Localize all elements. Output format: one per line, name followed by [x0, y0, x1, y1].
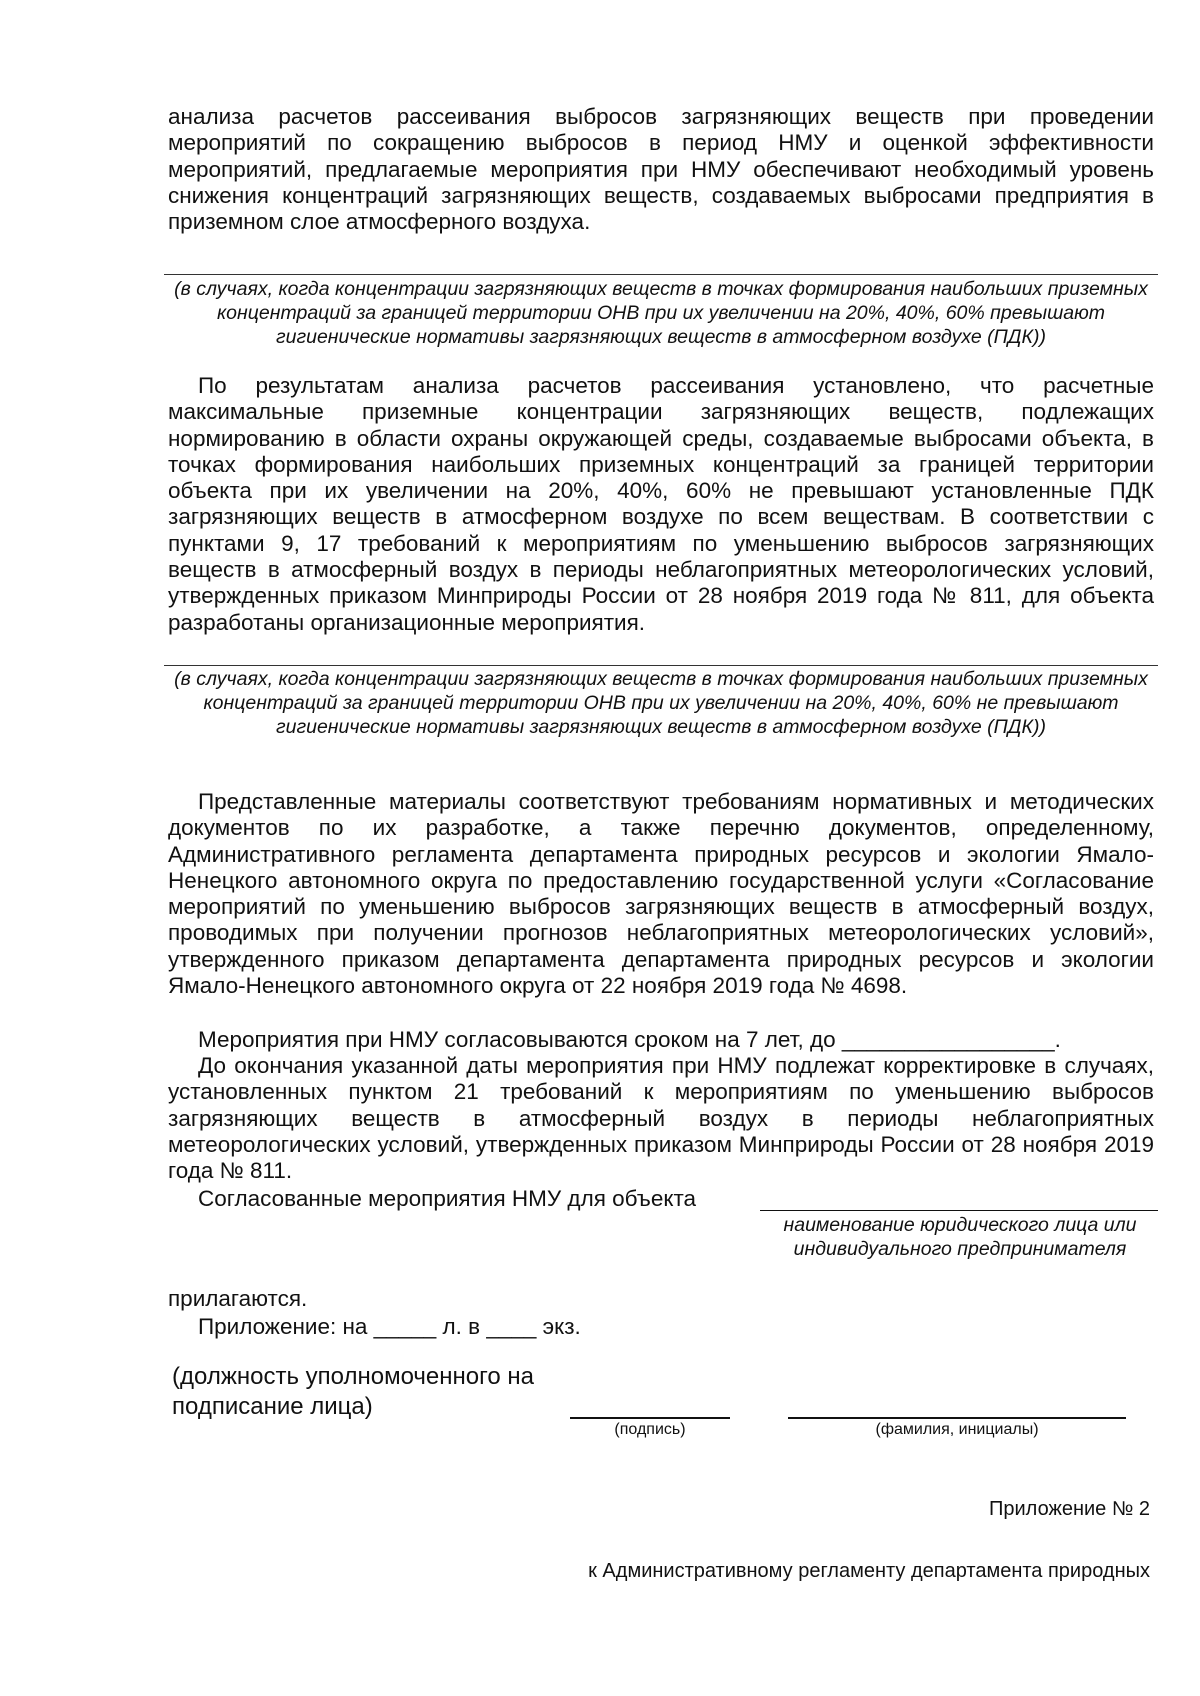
paragraph-text: Согласованные мероприятия НМУ для объекта: [198, 1186, 697, 1211]
paragraph-agreed-measures: [168, 1186, 1154, 1212]
name-line: [788, 1417, 1126, 1419]
paragraph-text: Представленные материалы соответствуют требованиям нормативных и методических документов по их разработке, а также перечню документов, определенному, Административного регламента департамента природных ресурсов и экологии Ямало-Ненецкого автономного округа по предоставлению государственной услуги «Согласование мероприятий по уменьшению выбросов загрязняющих веществ в атмосферный воздух, проводимых при получении прогнозов неблагоприятных метеорологических условий», утвержденного приказом департамента департамента природных ресурсов и экологии Ямало-Ненецкого автономного округа от 22 ноября 2019 года № 4698.: [168, 789, 1154, 999]
signature-caption: (подпись): [614, 1421, 686, 1438]
paragraph-text: анализа расчетов рассеивания выбросов загрязняющих веществ при проведении мероприятий по сокращению выбросов в период НМУ и оценкой эффективности мероприятий, предлагаемые мероприятия при НМУ обеспечивают необходимый уровень снижения концентраций загрязняющих веществ, создаваемых выбросами предприятия в приземном слое атмосферного воздуха.: [168, 104, 1154, 235]
appendix-reference: к Административному регламенту департамента природных: [588, 1560, 1150, 1582]
appendix-number: Приложение № 2: [989, 1498, 1150, 1520]
paragraph-term: [168, 1027, 1154, 1053]
paragraph-text: прилагаются.: [168, 1286, 308, 1311]
attachment-text: Приложение: на _____ л. в ____ экз.: [198, 1314, 581, 1339]
note-text: (в случаях, когда концентрации загрязняющих веществ в точках формирования наибольших приземных концентраций за границей территории ОНВ при их увеличении на 20%, 40%, 60% не превышают гигиенические нормативы загрязняющих веществ в атмосферном воздухе (ПДК)): [174, 668, 1148, 738]
name-caption: (фамилия, инициалы): [875, 1421, 1039, 1438]
separator-line: [164, 274, 1158, 275]
paragraph-dispersion-results: [168, 373, 1154, 636]
position-label: (должность уполномоченного на подписание лица): [172, 1363, 534, 1420]
attachment-line: [168, 1314, 1154, 1340]
paragraph-conclusion-intro: [168, 104, 1154, 235]
signature-line: [570, 1417, 730, 1419]
note-exceeds: [168, 277, 1154, 349]
entity-name-line: [760, 1210, 1158, 1211]
entity-caption: наименование юридического лица или индивидуального предпринимателя: [783, 1214, 1137, 1260]
paragraph-attached: [168, 1286, 1154, 1312]
paragraph-text: До окончания указанной даты мероприятия при НМУ подлежат корректировке в случаях, установленных пунктом 21 требований к мероприятиям по уменьшению выбросов загрязняющих веществ в атмосферный воздух в периоды неблагоприятных метеорологических условий, утвержденных приказом Минприроды России от 28 ноября 2019 года № 811.: [168, 1053, 1154, 1184]
note-text: (в случаях, когда концентрации загрязняющих веществ в точках формирования наибольших приземных концентраций за границей территории ОНВ при их увеличении на 20%, 40%, 60% превышают гигиенические нормативы загрязняющих веществ в атмосферном воздухе (ПДК)): [174, 278, 1148, 348]
note-not-exceeds: [168, 667, 1154, 739]
paragraph-text: Мероприятия при НМУ согласовываются сроком на 7 лет, до _________________.: [198, 1027, 1061, 1052]
paragraph-correction: [168, 1053, 1154, 1184]
separator-line: [164, 665, 1158, 666]
paragraph-text: По результатам анализа расчетов рассеивания установлено, что расчетные максимальные приземные концентрации загрязняющих веществ, подлежащих нормированию в области охраны окружающей среды, создаваемые выбросами объекта, в точках формирования наибольших приземных концентраций за границей территории объекта при их увеличении на 20%, 40%, 60% не превышают установленные ПДК загрязняющих веществ в атмосферном воздухе по всем веществам. В соответствии с пунктами 9, 17 требований к мероприятиям по уменьшению выбросов загрязняющих веществ в атмосферный воздух в периоды неблагоприятных метеорологических условий, утвержденных приказом Минприроды России от 28 ноября 2019 года № 811, для объекта разработаны организационные мероприятия.: [168, 373, 1154, 635]
paragraph-materials: [168, 789, 1154, 999]
